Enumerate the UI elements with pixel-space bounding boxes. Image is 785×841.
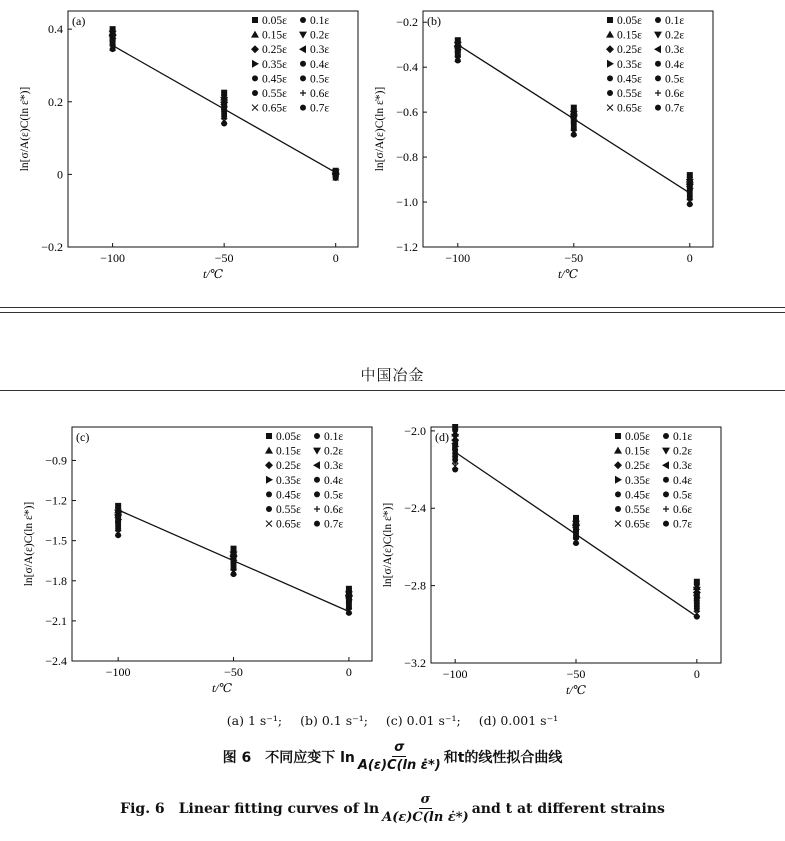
legend-marker [314, 433, 320, 439]
caption-cn-fraction [358, 740, 441, 773]
data-point [694, 614, 700, 620]
legend-entry: 0.15ε [617, 29, 642, 42]
legend-entry: 0.45ε [617, 73, 642, 86]
y-tick-label: −2.4 [45, 654, 67, 668]
data-point [573, 540, 579, 546]
legend-entry: 0.7ε [310, 102, 330, 115]
legend-entry: 0.55ε [617, 88, 642, 100]
caption-en-fraction [382, 792, 469, 825]
legend-marker [615, 433, 621, 439]
legend-marker [614, 447, 622, 454]
legend-marker [266, 506, 272, 512]
legend-entry: 0.1ε [324, 431, 344, 443]
legend-entry: 0.7ε [673, 518, 693, 531]
panel-label: (b) [427, 14, 441, 28]
legend-marker [607, 105, 613, 111]
legend-marker [606, 45, 614, 53]
legend-marker [266, 433, 272, 439]
legend-entry: 0.3ε [310, 44, 330, 57]
legend-entry: 0.3ε [673, 460, 693, 473]
caption-cn-prefix: 不同应变下 ln [265, 749, 355, 766]
subcaption-a: (a) 1 s⁻¹; [226, 713, 283, 728]
y-tick-label: −1.8 [45, 573, 67, 588]
legend-marker [313, 448, 321, 455]
legend-marker [655, 90, 661, 96]
legend-entry: 0.35ε [617, 58, 642, 71]
legend-entry: 0.65ε [276, 518, 301, 531]
y-tick-label: −2.1 [45, 613, 67, 628]
y-tick-label: −0.9 [45, 453, 67, 468]
x-tick-label: −100 [100, 251, 126, 265]
legend-marker [265, 461, 273, 469]
y-tick-label: 0.2 [48, 94, 63, 109]
legend-entry: 0.1ε [310, 15, 330, 27]
legend-entry: 0.35ε [276, 474, 301, 487]
subcaption-d: (d) 0.001 s⁻¹ [478, 713, 559, 728]
legend-marker [615, 521, 621, 527]
chart-panel-b [374, 11, 713, 281]
legend-marker [662, 448, 670, 455]
legend-entry: 0.6ε [665, 88, 685, 100]
x-axis-label: t/℃ [565, 683, 587, 697]
caption-en-numerator: σ [420, 792, 431, 807]
data-point [115, 532, 121, 538]
legend-marker [655, 17, 661, 23]
legend-marker [252, 75, 258, 81]
legend-entry: 0.55ε [625, 504, 650, 516]
legend-marker [252, 105, 258, 111]
legend-entry: 0.25ε [276, 460, 301, 473]
legend-marker [663, 477, 669, 483]
legend-entry: 0.05ε [617, 15, 642, 27]
x-axis-label: t/℃ [557, 267, 579, 281]
x-tick-label: −50 [566, 667, 586, 681]
data-point [231, 571, 237, 577]
legend-marker [265, 447, 273, 454]
legend-marker [615, 491, 621, 497]
y-axis-label: ln[σ/A(ε)C(ln ε̇*)] [382, 502, 394, 588]
legend-marker [299, 32, 307, 39]
legend-marker [607, 90, 613, 96]
legend-entry: 0.45ε [276, 489, 301, 502]
panel-label: (c) [76, 430, 90, 444]
legend-marker [251, 31, 259, 38]
data-point [452, 467, 458, 473]
y-tick-label: −0.2 [41, 240, 63, 254]
header-rule-bottom [0, 390, 785, 391]
y-tick-label: −3.2 [404, 656, 426, 670]
legend-marker [300, 17, 306, 23]
legend-marker [655, 75, 661, 81]
legend-entry: 0.6ε [310, 88, 330, 100]
y-tick-label: −1.0 [396, 195, 418, 210]
legend-entry: 0.45ε [262, 73, 287, 86]
legend-entry: 0.15ε [625, 445, 650, 458]
x-tick-label: −50 [564, 251, 584, 265]
y-tick-label: −0.6 [396, 105, 418, 120]
legend-entry: 0.1ε [673, 431, 693, 443]
legend-marker [266, 476, 273, 484]
legend-entry: 0.3ε [324, 460, 344, 473]
legend-marker [606, 31, 614, 38]
legend-entry: 0.25ε [262, 44, 287, 57]
legend-entry: 0.25ε [617, 44, 642, 57]
legend-entry: 0.5ε [324, 489, 344, 502]
legend-marker [314, 521, 320, 527]
legend-entry: 0.65ε [617, 102, 642, 115]
legend-marker [313, 461, 320, 469]
legend-marker [314, 491, 320, 497]
legend-marker [266, 491, 272, 497]
legend-marker [252, 17, 258, 23]
subcaption-b: (b) 0.1 s⁻¹; [300, 713, 368, 728]
legend-entry: 0.05ε [276, 431, 301, 443]
header-rule-double [0, 312, 785, 313]
legend-marker [654, 45, 661, 53]
chart-panel-a [19, 11, 358, 281]
x-tick-label: −100 [442, 667, 468, 681]
legend-marker [300, 75, 306, 81]
data-point [455, 57, 461, 63]
legend-entry: 0.45ε [625, 489, 650, 502]
data-point [333, 175, 339, 181]
y-tick-label: −0.2 [396, 15, 418, 30]
legend-entry: 0.05ε [262, 15, 287, 27]
x-tick-label: 0 [686, 251, 693, 265]
legend-entry: 0.55ε [276, 504, 301, 516]
y-tick-label: −0.4 [396, 60, 418, 75]
legend-marker [663, 521, 669, 527]
caption-cn-numerator: σ [394, 740, 405, 755]
legend-entry: 0.2ε [310, 29, 330, 42]
caption-en-denominator: A(ε)C(ln ε̇*) [382, 810, 469, 825]
legend-marker [252, 60, 259, 68]
caption-cn-suffix: 和t的线性拟合曲线 [443, 749, 563, 766]
legend-entry: 0.4ε [665, 58, 685, 71]
data-point [687, 201, 693, 207]
legend-marker [654, 32, 662, 39]
legend-entry: 0.6ε [673, 504, 693, 516]
legend-marker [607, 75, 613, 81]
legend-entry: 0.4ε [673, 474, 693, 487]
caption-en-suffix: and t at different strains [471, 800, 665, 817]
legend-entry: 0.55ε [262, 88, 287, 100]
legend-entry: 0.65ε [625, 518, 650, 531]
legend-marker [663, 491, 669, 497]
data-point [346, 610, 352, 616]
legend-marker [300, 105, 306, 111]
legend-entry: 0.5ε [665, 73, 685, 86]
legend-marker [615, 476, 622, 484]
legend-entry: 0.7ε [324, 518, 344, 531]
legend-marker [251, 45, 259, 53]
caption-cn-label: 图 6 [222, 749, 252, 766]
legend-marker [300, 90, 306, 96]
y-axis-label: ln[σ/A(ε)C(ln ε̇*)] [23, 501, 35, 587]
legend-marker [252, 90, 258, 96]
legend-marker [266, 521, 272, 527]
legend-entry: 0.5ε [310, 73, 330, 86]
legend-marker [314, 506, 320, 512]
legend-entry: 0.25ε [625, 460, 650, 473]
x-tick-label: 0 [693, 667, 700, 681]
y-tick-label: −2.0 [404, 423, 426, 438]
legend-entry: 0.7ε [665, 102, 685, 115]
legend-marker [663, 506, 669, 512]
data-point [571, 132, 577, 138]
legend-entry: 0.1ε [665, 15, 685, 27]
legend-marker [299, 45, 306, 53]
subcaptions [0, 713, 785, 728]
panel-label: (a) [72, 14, 86, 28]
y-tick-label: −2.8 [404, 578, 426, 593]
legend-marker [615, 506, 621, 512]
header-rule-top [0, 307, 785, 308]
caption-en-prefix: Linear fitting curves of ln [178, 800, 380, 817]
chart-panel-d [382, 424, 721, 697]
x-tick-label: −50 [224, 665, 243, 679]
y-tick-label: 0.4 [48, 22, 63, 37]
legend-marker [614, 461, 622, 469]
legend-marker [607, 17, 613, 23]
y-tick-label: −1.2 [396, 240, 418, 254]
legend-entry: 0.35ε [262, 58, 287, 71]
legend-marker [655, 61, 661, 67]
x-axis-label: t/℃ [202, 267, 224, 281]
panel-label: (d) [435, 430, 449, 444]
legend-entry: 0.65ε [262, 102, 287, 115]
legend-entry: 0.05ε [625, 431, 650, 443]
caption-chinese [0, 740, 785, 773]
y-tick-label: −1.2 [45, 493, 67, 508]
x-axis-label: t/℃ [211, 681, 233, 695]
legend-entry: 0.2ε [324, 445, 344, 458]
legend-marker [662, 461, 669, 469]
x-tick-label: 0 [345, 665, 352, 679]
legend-entry: 0.4ε [324, 474, 344, 487]
y-axis-label: ln[σ/A(ε)C(ln ε̇*)] [374, 86, 386, 172]
legend-entry: 0.5ε [673, 489, 693, 502]
legend-entry: 0.4ε [310, 58, 330, 71]
legend-marker [607, 60, 614, 68]
y-tick-label: −0.8 [396, 150, 418, 165]
y-tick-label: 0 [57, 167, 63, 182]
legend-marker [663, 433, 669, 439]
legend-entry: 0.2ε [665, 29, 685, 42]
page-header: 中国冶金 [360, 366, 425, 384]
legend-marker [314, 477, 320, 483]
legend-marker [300, 61, 306, 67]
data-point [221, 121, 227, 127]
x-tick-label: −100 [105, 665, 131, 679]
y-tick-label: −2.4 [404, 501, 426, 516]
legend-entry: 0.35ε [625, 474, 650, 487]
legend-entry: 0.6ε [324, 504, 344, 516]
y-tick-label: −1.5 [45, 533, 67, 548]
x-tick-label: 0 [332, 251, 339, 265]
legend-entry: 0.3ε [665, 44, 685, 57]
x-tick-label: −50 [214, 251, 234, 265]
legend-entry: 0.15ε [262, 29, 287, 42]
caption-english [0, 792, 785, 825]
caption-cn-denominator: A(ε)C(ln ε̇*) [357, 758, 441, 773]
legend-entry: 0.2ε [673, 445, 693, 458]
legend-marker [655, 105, 661, 111]
x-tick-label: −100 [445, 251, 471, 265]
subcaption-c: (c) 0.01 s⁻¹; [385, 713, 461, 728]
caption-en-label: Fig. 6 [120, 800, 165, 817]
data-point [110, 46, 116, 52]
legend-entry: 0.15ε [276, 445, 301, 458]
y-axis-label: ln[σ/A(ε)C(ln ε̇*)] [19, 86, 31, 172]
chart-panel-c [23, 427, 372, 695]
